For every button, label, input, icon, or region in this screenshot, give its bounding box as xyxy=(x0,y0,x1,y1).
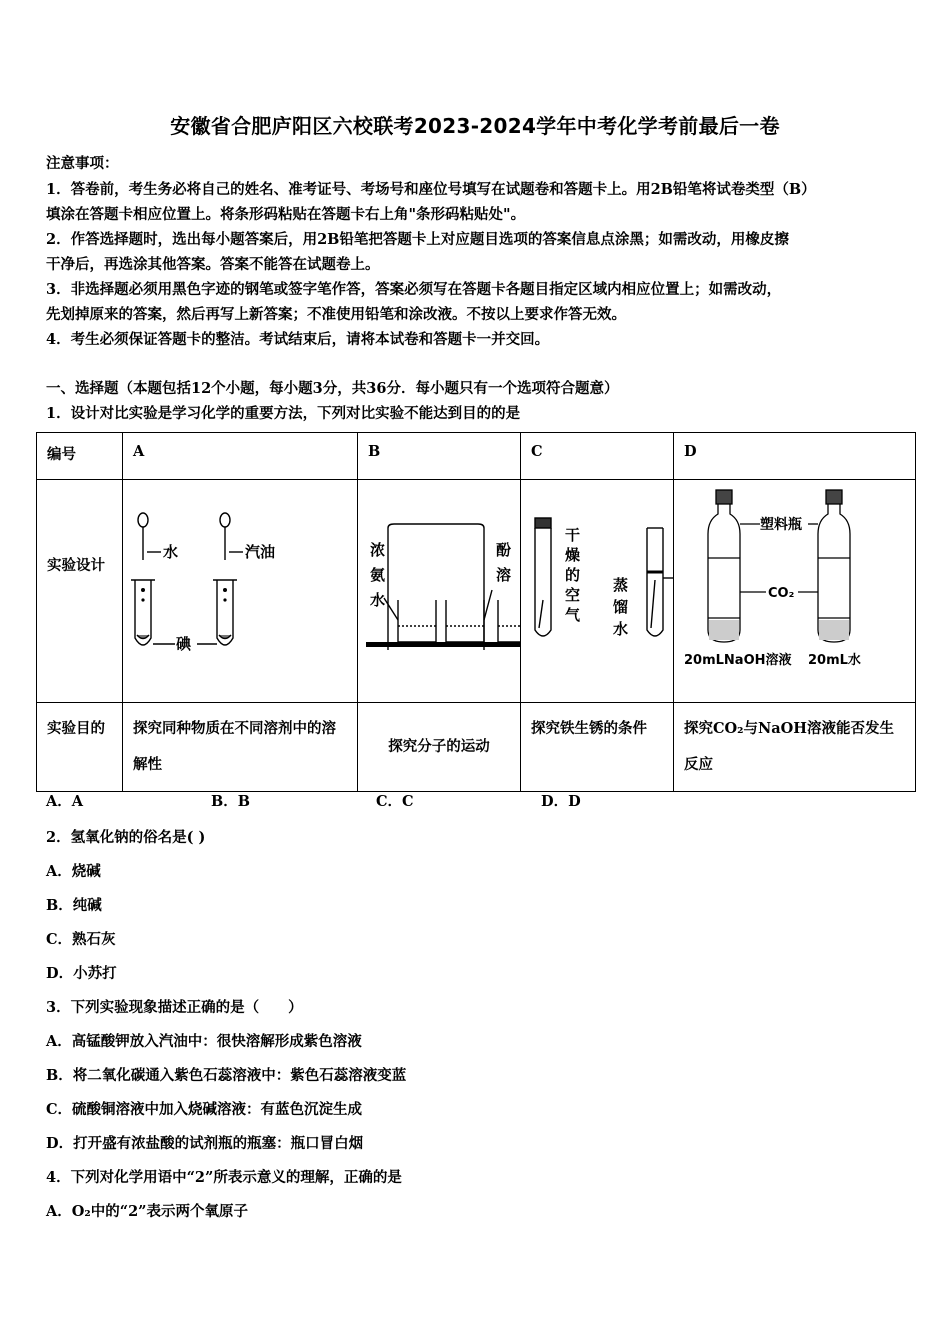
q2-option: A．烧碱 xyxy=(46,863,101,880)
table-header-cell xyxy=(37,433,123,480)
label-water: 水 xyxy=(163,543,179,561)
row-label-goal xyxy=(37,703,123,792)
label-phenol: 酚溶 xyxy=(496,541,512,584)
q1-option-a: A．A xyxy=(46,793,84,810)
q1-stem: 1．设计对比实验是学习化学的重要方法，下列对比实验不能达到目的的是 xyxy=(46,405,521,422)
table-header-cell xyxy=(358,433,521,480)
notes-line: 干净后，再选涂其他答案。答案不能答在试题卷上。 xyxy=(46,256,380,273)
q2-option: C．熟石灰 xyxy=(46,931,116,948)
goal-d: 探究CO₂与NaOH溶液能否发生反应 xyxy=(684,720,895,773)
exam-title: 安徽省合肥庐阳区六校联考2023-2024学年中考化学考前最后一卷 xyxy=(170,114,780,138)
q4-stem: 4．下列对化学用语中“2”所表示意义的理解，正确的是 xyxy=(46,1169,402,1186)
table-header-cell xyxy=(674,433,916,480)
goal-a-cell xyxy=(123,703,358,792)
notes-line: 3．非选择题必须用黑色字迹的钢笔或签字笔作答，答案必须写在答题卡各题目指定区域内相应位置上；如需改动， xyxy=(46,281,782,298)
goal-d-cell xyxy=(674,703,916,792)
goal-b: 探究分子的运动 xyxy=(388,737,490,755)
figure-b-cell xyxy=(358,480,521,703)
header-number: 编号 xyxy=(47,446,76,463)
q2-stem: 2．氢氧化钠的俗名是( ) xyxy=(46,829,206,846)
figure-d-cell xyxy=(674,480,916,703)
q1-option-c: C．C xyxy=(376,793,414,810)
design-label: 实验设计 xyxy=(47,557,105,574)
figure-a-cell xyxy=(123,480,358,703)
q1-table xyxy=(36,432,916,792)
label-gasoline: 汽油 xyxy=(245,543,276,561)
q2-option: D．小苏打 xyxy=(46,965,117,982)
label-dry-air: 干燥的空气 xyxy=(565,526,581,624)
q1-option-d: D．D xyxy=(541,793,581,810)
label-water-d: 20mL水 xyxy=(808,653,861,668)
q4-option: A．O₂中的“2”表示两个氧原子 xyxy=(46,1203,249,1220)
q3-option: A．高锰酸钾放入汽油中：很快溶解形成紫色溶液 xyxy=(46,1033,362,1050)
figure-c-cell xyxy=(521,480,674,703)
q1-option-b: B．B xyxy=(211,793,251,810)
q3-option: B．将二氧化碳通入紫色石蕊溶液中：紫色石蕊溶液变蓝 xyxy=(46,1067,407,1084)
notes-line: 先划掉原来的答案，然后再写上新答案；不准使用铅笔和涂改液。不按以上要求作答无效。 xyxy=(46,306,626,323)
label-co2: CO₂ xyxy=(768,586,795,601)
goal-label: 实验目的 xyxy=(47,720,105,737)
q3-option: C．硫酸铜溶液中加入烧碱溶液：有蓝色沉淀生成 xyxy=(46,1101,363,1118)
notes-line: 填涂在答题卡相应位置上。将条形码粘贴在答题卡右上角"条形码粘贴处"。 xyxy=(46,206,526,223)
label-bottle: 塑料瓶 xyxy=(760,517,802,533)
label-ammonia: 浓氨水 xyxy=(370,541,386,609)
figure-d-co2-naoh xyxy=(674,480,915,698)
header-d: D xyxy=(684,443,697,460)
notes-heading: 注意事项： xyxy=(46,155,119,172)
q2-option: B．纯碱 xyxy=(46,897,102,914)
goal-b-cell xyxy=(358,703,521,792)
table-header-cell xyxy=(123,433,358,480)
header-a: A xyxy=(133,443,145,460)
label-iodine: 碘 xyxy=(176,635,192,653)
header-b: B xyxy=(368,443,381,460)
q3-stem: 3．下列实验现象描述正确的是（ ） xyxy=(46,999,303,1016)
notes-line: 4．考生必须保证答题卡的整洁。考试结束后，请将本试卷和答题卡一并交回。 xyxy=(46,331,550,348)
row-label-design xyxy=(37,480,123,703)
goal-a: 探究同种物质在不同溶剂中的溶解性 xyxy=(133,720,336,773)
notes-line: 1．答卷前，考生务必将自己的姓名、准考证号、考场号和座位号填写在试题卷和答题卡上。用2B铅笔将试卷类型（B） xyxy=(46,181,816,198)
figure-b-molecular-motion xyxy=(358,480,521,698)
figure-a-dissolution xyxy=(123,480,357,698)
label-distilled: 蒸馏水 xyxy=(613,576,629,638)
section-heading: 一、选择题（本题包括12个小题，每小题3分，共36分．每小题只有一个选项符合题意） xyxy=(46,380,619,397)
q3-option: D．打开盛有浓盐酸的试剂瓶的瓶塞：瓶口冒白烟 xyxy=(46,1135,364,1152)
notes-line: 2．作答选择题时，选出每小题答案后，用2B铅笔把答题卡上对应题目选项的答案信息点涂黑；如需改动，用橡皮擦 xyxy=(46,231,789,248)
goal-c: 探究铁生锈的条件 xyxy=(531,720,647,737)
table-header-cell xyxy=(521,433,674,480)
figure-c-rusting xyxy=(521,480,674,698)
goal-c-cell xyxy=(521,703,674,792)
header-c: C xyxy=(531,443,543,460)
label-naoh: 20mLNaOH溶液 xyxy=(684,653,792,668)
